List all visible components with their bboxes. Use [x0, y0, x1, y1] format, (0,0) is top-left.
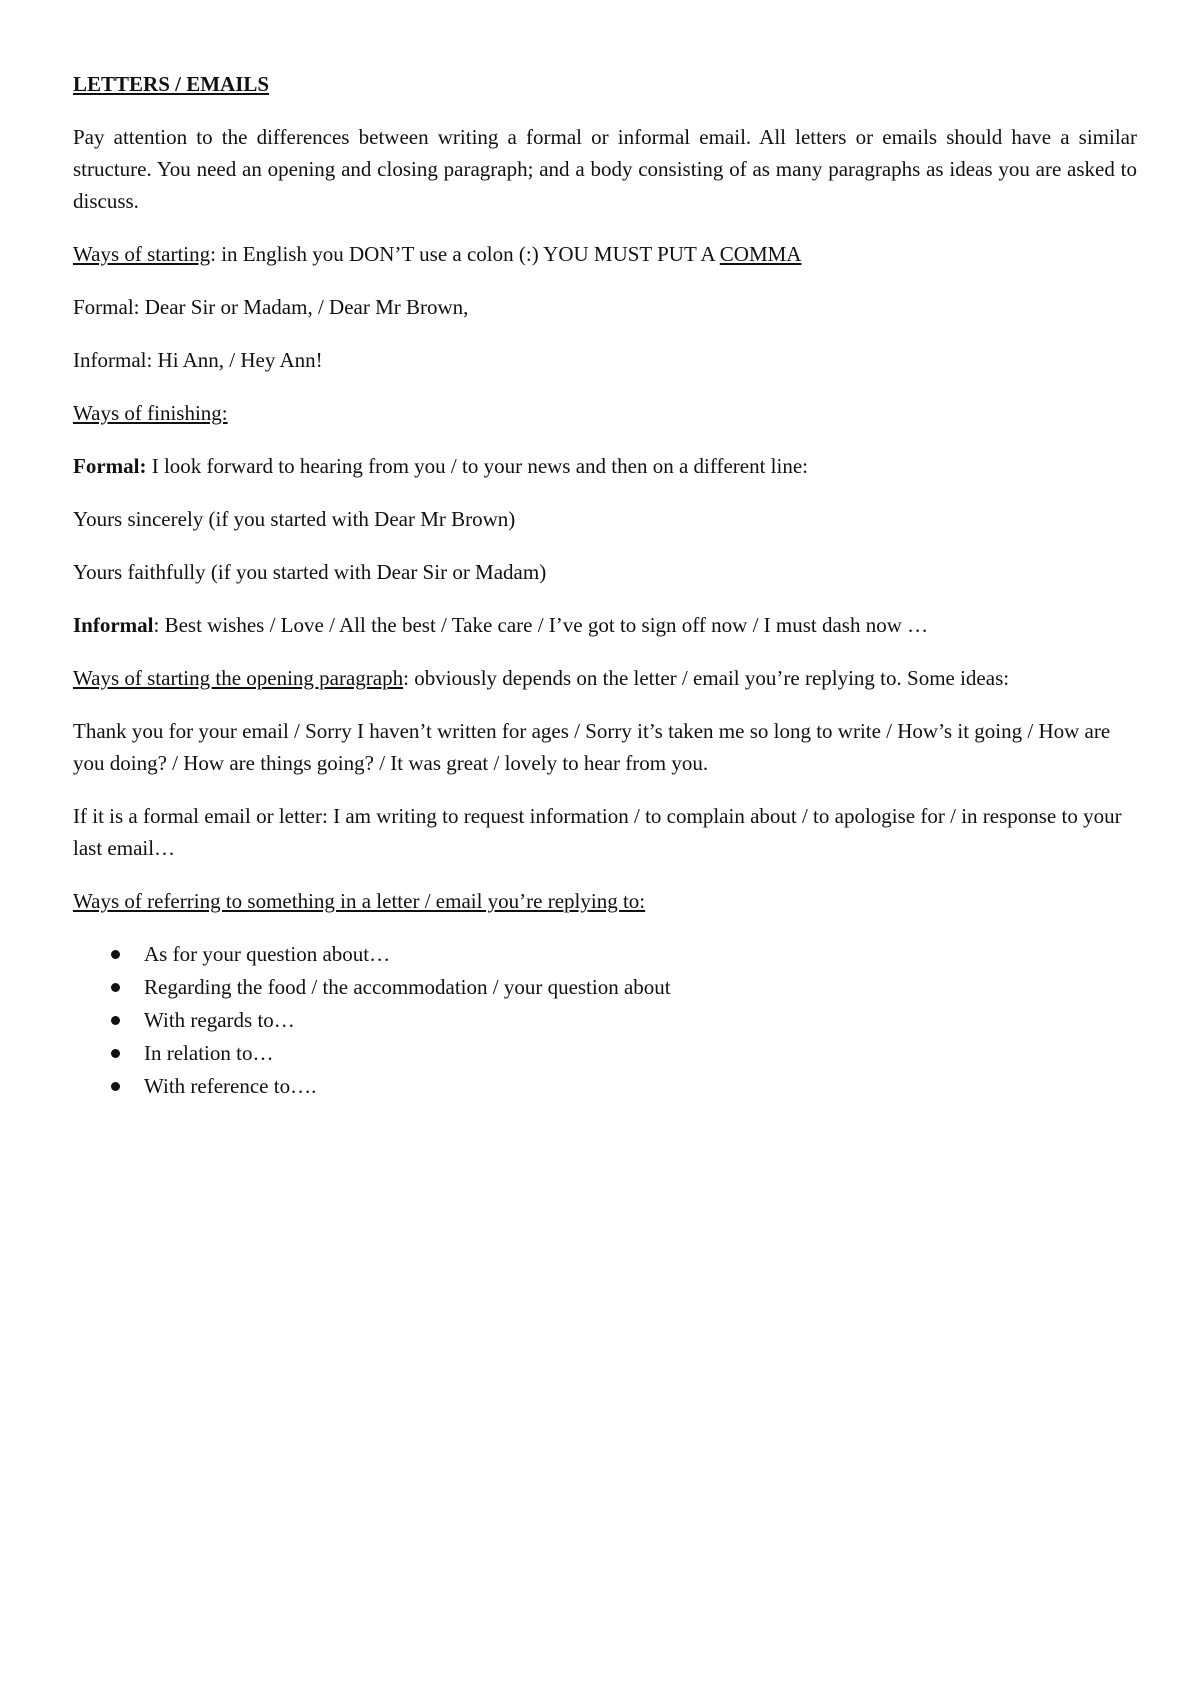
bullet-icon [111, 1082, 120, 1091]
opening-text: : obviously depends on the letter / email you’re replying to. Some ideas: [403, 666, 1010, 690]
list-item-text: With reference to…. [144, 1074, 317, 1098]
list-item-text: In relation to… [144, 1041, 274, 1065]
informal-finish-line [73, 609, 1137, 641]
opening-paragraph [73, 662, 1137, 694]
opening-heading: Ways of starting the opening paragraph [73, 666, 404, 690]
comma-emphasis: COMMA [719, 242, 802, 266]
starting-colon: : [210, 242, 216, 266]
list-item [73, 1037, 1137, 1070]
referring-heading: Ways of referring to something in a letter / email you’re replying to: [73, 889, 646, 913]
formal-finish-label: Formal: [73, 454, 147, 478]
bullet-icon [111, 950, 120, 959]
starting-text: in English you DON’T use a colon (:) YOU MUST PUT A [215, 242, 720, 266]
starting-heading: Ways of starting [73, 242, 211, 266]
informal-opening-ideas: Thank you for your email / Sorry I haven’t written for ages / Sorry it’s taken me so long to write / How’s it going / How are you doing? / How are things going? / It was great / lovely to hear from you. [73, 719, 1111, 775]
informal-finish-text: : Best wishes / Love / All the best / Take care / I’ve got to sign off now / I must dash now … [153, 613, 929, 637]
intro-paragraph: Pay attention to the differences between writing a formal or informal email. All letters or emails should have a similar structure. You need an opening and closing paragraph; and a body consisting of as many paragraphs as ideas you are asked to discuss. [73, 125, 1137, 213]
list-item-text: With regards to… [144, 1008, 295, 1032]
finishing-heading: Ways of finishing: [73, 401, 228, 425]
list-item-text: Regarding the food / the accommodation / your question about [144, 975, 671, 999]
referring-list [73, 938, 1137, 1103]
formal-opening-ideas: If it is a formal email or letter: I am writing to request information / to complain about / to apologise for / in response to your last email… [73, 804, 1122, 860]
formal-start-line: Formal: Dear Sir or Madam, / Dear Mr Brown, [73, 295, 469, 319]
starting-paragraph [73, 238, 1137, 270]
informal-start-line: Informal: Hi Ann, / Hey Ann! [73, 348, 323, 372]
informal-finish-label: Informal [73, 613, 154, 637]
list-item [73, 938, 1137, 971]
formal-finish-line [73, 450, 1137, 482]
list-item [73, 971, 1137, 1004]
bullet-icon [111, 983, 120, 992]
yours-faithfully-line: Yours faithfully (if you started with Dear Sir or Madam) [73, 560, 547, 584]
formal-finish-text: I look forward to hearing from you / to your news and then on a different line: [146, 454, 809, 478]
bullet-icon [111, 1016, 120, 1025]
yours-sincerely-line: Yours sincerely (if you started with Dear Mr Brown) [73, 507, 516, 531]
list-item [73, 1070, 1137, 1103]
list-item [73, 1004, 1137, 1037]
page-title: LETTERS / EMAILS [73, 72, 270, 96]
bullet-icon [111, 1049, 120, 1058]
document-page [73, 68, 1137, 1103]
list-item-text: As for your question about… [144, 942, 391, 966]
